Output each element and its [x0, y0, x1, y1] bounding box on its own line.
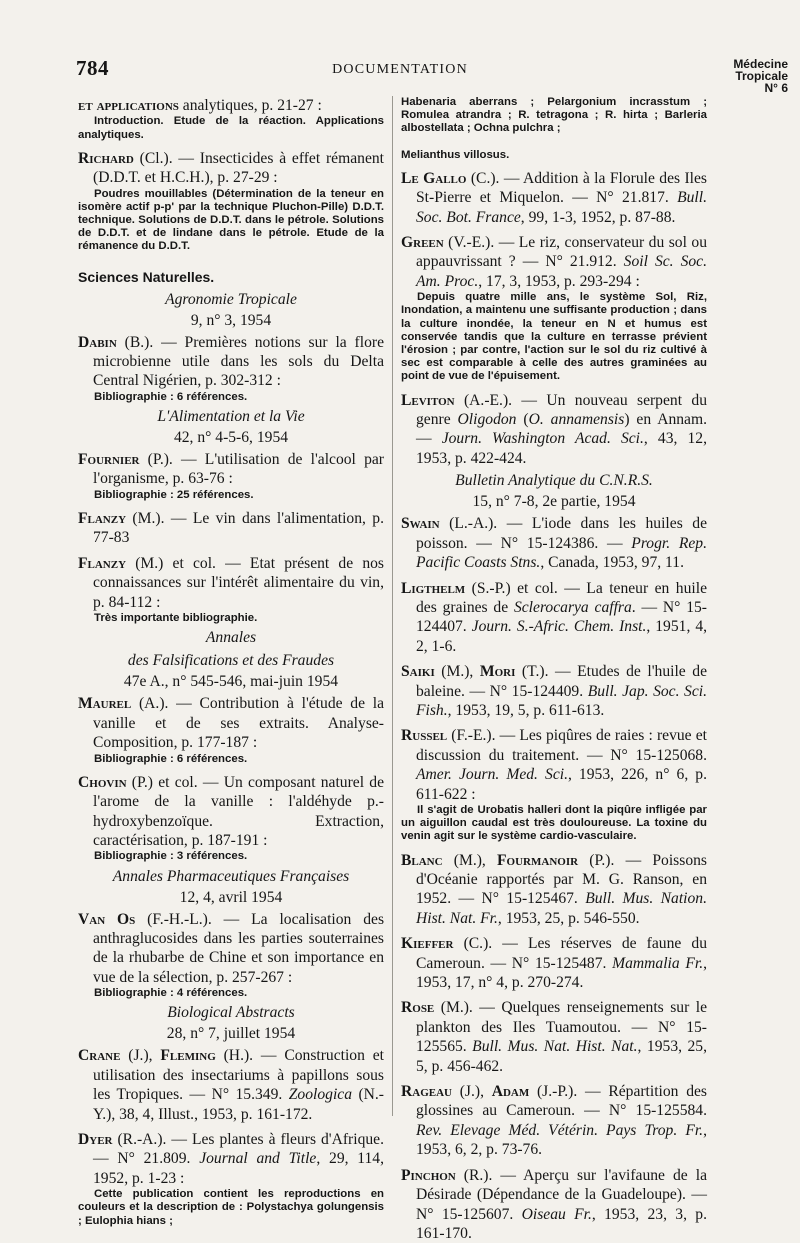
author-name: Fournier — [78, 451, 140, 469]
author-name: Van Os — [78, 910, 136, 928]
entry-note: Habenaria aberrans ; Pelargonium incrasstum ; Romulea atrandra ; R. tetragona ; R. hirta ; Barleria albostellata ; Ochna pulchra ; — [401, 96, 707, 135]
entry-segment: (M.). — Quelques renseignements sur le plankton des Iles Tuamoutou. — N° 15-125565. — [416, 999, 707, 1056]
entry-text — [401, 233, 707, 291]
author-name: Crane — [78, 1047, 121, 1065]
journal-reference: Bull. Mus. Nat. Hist. Nat. — [472, 1038, 638, 1056]
journal-reference: Zoologica — [288, 1086, 352, 1104]
bibliography-entry — [401, 726, 707, 804]
right-column — [401, 96, 707, 1243]
journal-title: L'Alimentation et la Vie — [157, 408, 305, 426]
entry-segment: , 1953, 19, 5, p. 611-613. — [447, 701, 605, 719]
author-name: Flanzy — [78, 554, 127, 572]
entry-note: Il s'agit de Urobatis halleri dont la piqûre infligée par un aiguillon caudal est très douloureuse. La toxine du venin agit sur le système cardio-vasculaire. — [401, 803, 707, 843]
entry-segment: (P.). — L'utilisation de l'alcool par l'organisme, p. 63-76 : — [93, 451, 384, 488]
entry-segment: (M.). — Le vin dans l'alimentation, p. 77-83 — [93, 510, 384, 547]
entry-segment: , 29, 114, 1952, p. 1-23 : — [93, 1150, 384, 1187]
bibliography-entry — [78, 694, 384, 752]
entry-note: Bibliographie : 4 références. — [94, 987, 248, 1000]
bibliography-entry — [401, 1082, 707, 1160]
author-name: Saiki — [401, 663, 435, 681]
entry-segment: (L.-A.). — L'iode dans les huiles de poisson. — N° 15-124386. — — [416, 515, 707, 552]
entry-note: Cette publication contient les reproductions en couleurs et la description de : Polystachya golungensis ; Eulophia hians ; — [78, 1188, 384, 1227]
entry-segment: (M.) et col. — Etat présent de nos connaissances sur l'intérêt alimentaire du vin, p. 84-112 : — [93, 554, 384, 611]
entry-segment: , 1953, 25, p. 546-550. — [497, 909, 640, 927]
journal-issue: 42, n° 4-5-6, 1954 — [173, 429, 289, 447]
journal-title: Agronomie Tropicale — [165, 290, 297, 308]
bibliography-entry — [78, 149, 384, 188]
entry-segment: (B.). — Premières notions sur la flore microbienne utile dans les sols du Delta Central Nigérien, p. 302-312 : — [93, 333, 384, 390]
entry-text — [401, 998, 707, 1076]
author-name: Rose — [401, 999, 435, 1017]
author-name: Dabin — [78, 333, 117, 351]
running-title: DOCUMENTATION — [332, 62, 468, 77]
author-name: Pinchon — [401, 1166, 456, 1184]
journal-reference: Amer. Journ. Med. Sci. — [416, 766, 568, 784]
author-name: Ligthelm — [401, 579, 466, 597]
entry-segment: , 1953, 17, n° 4, p. 270-274. — [416, 954, 707, 992]
entry-note: Poudres mouillables (Détermination de la teneur en isomère actif p-p' par la technique Pluchon-Pille) D.D.T. technique. Solutions de D.D.T. dans le pétrole. Solutions de D.D.T. et de lindane dans le pétrole. Etude de la rémanence du D.D.T. — [78, 187, 384, 253]
entry-text — [78, 694, 384, 752]
entry-segment: ( — [516, 411, 529, 429]
bibliography-entry — [78, 910, 384, 988]
entry-segment: (P.). — Poissons d'Océanie rapportés par M. G. Ranson, en 1952. — N° 15-125467. — [416, 851, 707, 908]
journal-reference: Bull. Jap. Soc. Sci. Fish. — [416, 682, 707, 719]
journal-reference: Journ. Washington Acad. Sci. — [441, 430, 644, 448]
entry-segment: (F.-E.). — Les piqûres de raies : revue et discussion du traitement. — N° 15-125068. — [416, 727, 707, 764]
entry-segment: , 43, 12, 1953, p. 422-424. — [416, 430, 707, 467]
entry-text — [401, 1166, 707, 1243]
journal-reference: Journal and Title — [199, 1150, 317, 1168]
author-name: Swain — [401, 515, 440, 533]
entry-segment: (M.), — [434, 663, 480, 681]
entry-text — [78, 333, 384, 391]
corner-line: Tropicale — [735, 69, 788, 83]
entry-segment: (C.). — Les réserves de faune du Cameroun. — N° 15-125487. — [416, 935, 707, 972]
bibliography-entry — [78, 509, 384, 548]
journal-reference: Bull. Soc. Bot. France — [416, 189, 707, 226]
bibliography-entry — [401, 514, 707, 572]
entry-text — [401, 391, 707, 469]
entry-segment: , 1953, 226, n° 6, p. 611-622 : — [416, 766, 707, 803]
journal-issue: 28, n° 7, juillet 1954 — [166, 1025, 296, 1043]
journal-reference: O. annamensis — [528, 411, 625, 429]
entry-text — [78, 149, 384, 188]
entry-segment: (V.-E.). — Le riz, conservateur du sol ou appauvrissant ? — N° 21.912. — [416, 234, 707, 271]
journal-title: Annales — [205, 629, 257, 647]
entry-segment: , 1951, 4, 2, 1-6. — [416, 618, 708, 655]
entry-note: Très importante bibliographie. — [94, 612, 258, 625]
entry-segment: (S.-P.) et col. — La teneur en huile des graines de — [416, 579, 707, 616]
entry-note: Melianthus villosus. — [401, 148, 510, 161]
author-name: Maurel — [78, 695, 132, 713]
author-name: Richard — [78, 149, 134, 167]
entry-text — [401, 169, 707, 227]
bibliography-entry — [78, 1046, 384, 1124]
author-name: Dyer — [78, 1131, 113, 1149]
entry-segment: , Canada, 1953, 97, 11. — [540, 554, 684, 572]
journal-reference: Oligodon — [457, 411, 517, 429]
journal-title: des Falsifications et des Fraudes — [127, 652, 335, 670]
entry-segment: (N.-Y.), 38, 4, Illust., 1953, p. 161-172. — [93, 1086, 384, 1123]
author-name: Blanc — [401, 851, 443, 869]
bibliography-entry — [401, 233, 707, 291]
journal-reference: Journ. S.-Afric. Chem. Inst. — [471, 618, 647, 636]
journal-title: Biological Abstracts — [167, 1004, 295, 1022]
author-name: Adam — [491, 1083, 530, 1101]
entry-note: Bibliographie : 6 références. — [94, 390, 248, 403]
bibliography-entry — [401, 1166, 707, 1243]
journal-reference: Soil Sc. Soc. Am. Proc. — [416, 253, 707, 290]
entry-text — [401, 851, 707, 929]
entry-text — [401, 579, 707, 657]
bibliography-entry — [78, 1130, 384, 1188]
entry-note: Bibliographie : 25 références. — [94, 488, 254, 501]
entry-segment: (J.-P.). — Répartition des glossines au Cameroun. — N° 15-125584. — [416, 1083, 707, 1120]
page-number: 784 — [76, 56, 109, 80]
entry-note: Introduction. Etude de la réaction. Applications analytiques. — [78, 115, 384, 141]
entry-segment: , 1953, 23, 3, p. 161-170. — [416, 1205, 708, 1242]
entry-segment: (J.), — [120, 1047, 161, 1065]
entry-segment: (J.), — [452, 1083, 492, 1101]
author-name: Le Gallo — [401, 169, 467, 187]
journal-reference: Rev. Elevage Méd. Vétérin. Pays Trop. Fr. — [416, 1121, 704, 1139]
author-name: Fourmanoir — [497, 851, 579, 869]
column-divider — [392, 96, 393, 1116]
author-name: Russel — [401, 727, 448, 745]
entry-note: Bibliographie : 6 références. — [94, 752, 248, 765]
author-name: Mori — [479, 663, 516, 681]
left-column — [78, 96, 384, 1229]
journal-issue: 47e A., n° 545-546, mai-juin 1954 — [123, 673, 339, 691]
journal-reference: Mammalia Fr. — [612, 954, 704, 972]
entry-segment: . — N° 15-124407. — [416, 598, 707, 636]
entry-text — [78, 1046, 384, 1124]
entry-text — [78, 450, 384, 489]
entry-text — [78, 509, 384, 548]
entry-segment: , 1953, 6, 2, p. 73-76. — [416, 1121, 707, 1159]
entry-note: Bibliographie : 3 références. — [94, 850, 248, 863]
author-name: Green — [401, 234, 444, 252]
entry-text — [401, 726, 707, 804]
entry-segment: (P.) et col. — Un composant naturel de l'arome de la vanille : l'aldéhyde p.-hydroxybenzoïque. Extraction, caractérisation, p. 187-191 : — [93, 773, 384, 849]
journal-reference: Progr. Rep. Pacific Coasts Stns. — [416, 534, 708, 572]
entry-segment: (F.-H.-L.). — La localisation des anthraglucosides dans les parties souterraines de la rhubarbe de Chine et son importance en vue de la sélection, p. 257-267 : — [93, 910, 385, 986]
entry-text — [401, 1082, 707, 1160]
entry-text — [78, 773, 384, 851]
author-name: Fleming — [160, 1047, 216, 1065]
bibliography-entry — [78, 773, 384, 851]
entry-segment: ) en Annam. — — [416, 411, 708, 448]
bibliography-entry — [401, 934, 707, 992]
entry-segment: (Cl.). — Insecticides à effet rémanent (D.D.T. et H.C.H.), p. 27-29 : — [93, 149, 384, 187]
entry-segment: (H.). — Construction et utilisation des insectariums à papillons sous les Tropiques. — N° 15.349. — [93, 1047, 384, 1104]
journal-issue: 15, n° 7-8, 2e partie, 1954 — [472, 493, 636, 511]
author-name: Kieffer — [401, 935, 454, 953]
author-name: Chovin — [78, 773, 127, 791]
entry-text — [78, 554, 384, 612]
corner-line: Médecine — [733, 57, 788, 71]
spacer — [401, 137, 707, 149]
bibliography-entry — [78, 554, 384, 612]
bibliography-entry — [401, 579, 707, 657]
author-name: Leviton — [401, 391, 455, 409]
entry-segment: (A.). — Contribution à l'étude de la vanille et de ses extraits. Analyse-Composition, p. 177-187 : — [93, 695, 384, 752]
section-heading: Sciences Naturelles. — [78, 268, 215, 285]
entry-text — [401, 662, 707, 720]
corner-line: N° 6 — [764, 81, 788, 95]
journal-reference: Sclerocarya caffra — [513, 598, 632, 616]
entry-segment: (C.). — Addition à la Florule des Iles St-Pierre et Miquelon. — N° 21.817. — [416, 169, 707, 207]
entry-text — [78, 97, 322, 114]
bibliography-entry — [401, 998, 707, 1076]
entry-note: Depuis quatre mille ans, le système Sol, Riz, Inondation, a maintenu une suffisante production ; dans la culture inondée, la teneur en N et humus est conservée tandis que la culture en terrasse prévient l'érosion ; par contre, l'action sur le sol du riz cultivé à sec est comparable à celle des autres graminées au point de vue de l'épuisement. — [401, 291, 707, 383]
bibliography-entry — [401, 169, 707, 227]
corner-label — [708, 58, 788, 94]
bibliography-entry — [401, 662, 707, 720]
entry-segment: (R.-A.). — Les plantes à fleurs d'Afrique. — N° 21.809. — [93, 1131, 384, 1168]
entry-segment: , 99, 1-3, 1952, p. 87-88. — [520, 208, 676, 226]
bibliography-entry — [401, 391, 707, 469]
entry-segment: et applications — [78, 97, 179, 114]
entry-segment: , 17, 3, 1953, p. 293-294 : — [478, 272, 640, 290]
journal-title: Bulletin Analytique du C.N.R.S. — [455, 472, 653, 490]
author-name: Flanzy — [78, 510, 127, 528]
entry-segment: , 1953, 25, 5, p. 456-462. — [416, 1038, 707, 1075]
entry-segment: (T.). — Etudes de l'huile de baleine. — N° 15-124409. — [416, 663, 707, 700]
journal-issue: 12, 4, avril 1954 — [179, 888, 283, 906]
bibliography-entry — [401, 851, 707, 929]
journal-reference: Bull. Mus. Nation. Hist. Nat. Fr. — [416, 890, 707, 927]
bibliography-entry — [78, 96, 384, 115]
entry-text — [78, 1130, 384, 1188]
author-name: Rageau — [401, 1083, 452, 1101]
entry-segment: analytiques, p. 21-27 : — [178, 97, 322, 114]
journal-issue: 9, n° 3, 1954 — [190, 311, 272, 329]
entry-segment: (A.-E.). — Un nouveau serpent du genre — [416, 391, 707, 429]
entry-text — [401, 514, 707, 572]
bibliography-entry — [78, 450, 384, 489]
entry-text — [401, 934, 707, 992]
entry-text — [78, 910, 384, 988]
entry-segment: (R.). — Aperçu sur l'avifaune de la Désirade (Dépendance de la Guadeloupe). — N° 15-125607. — [416, 1166, 707, 1223]
entry-segment: (M.), — [442, 851, 498, 869]
bibliography-entry — [78, 333, 384, 391]
journal-reference: Oiseau Fr. — [521, 1205, 592, 1223]
journal-title: Annales Pharmaceutiques Françaises — [112, 867, 350, 885]
